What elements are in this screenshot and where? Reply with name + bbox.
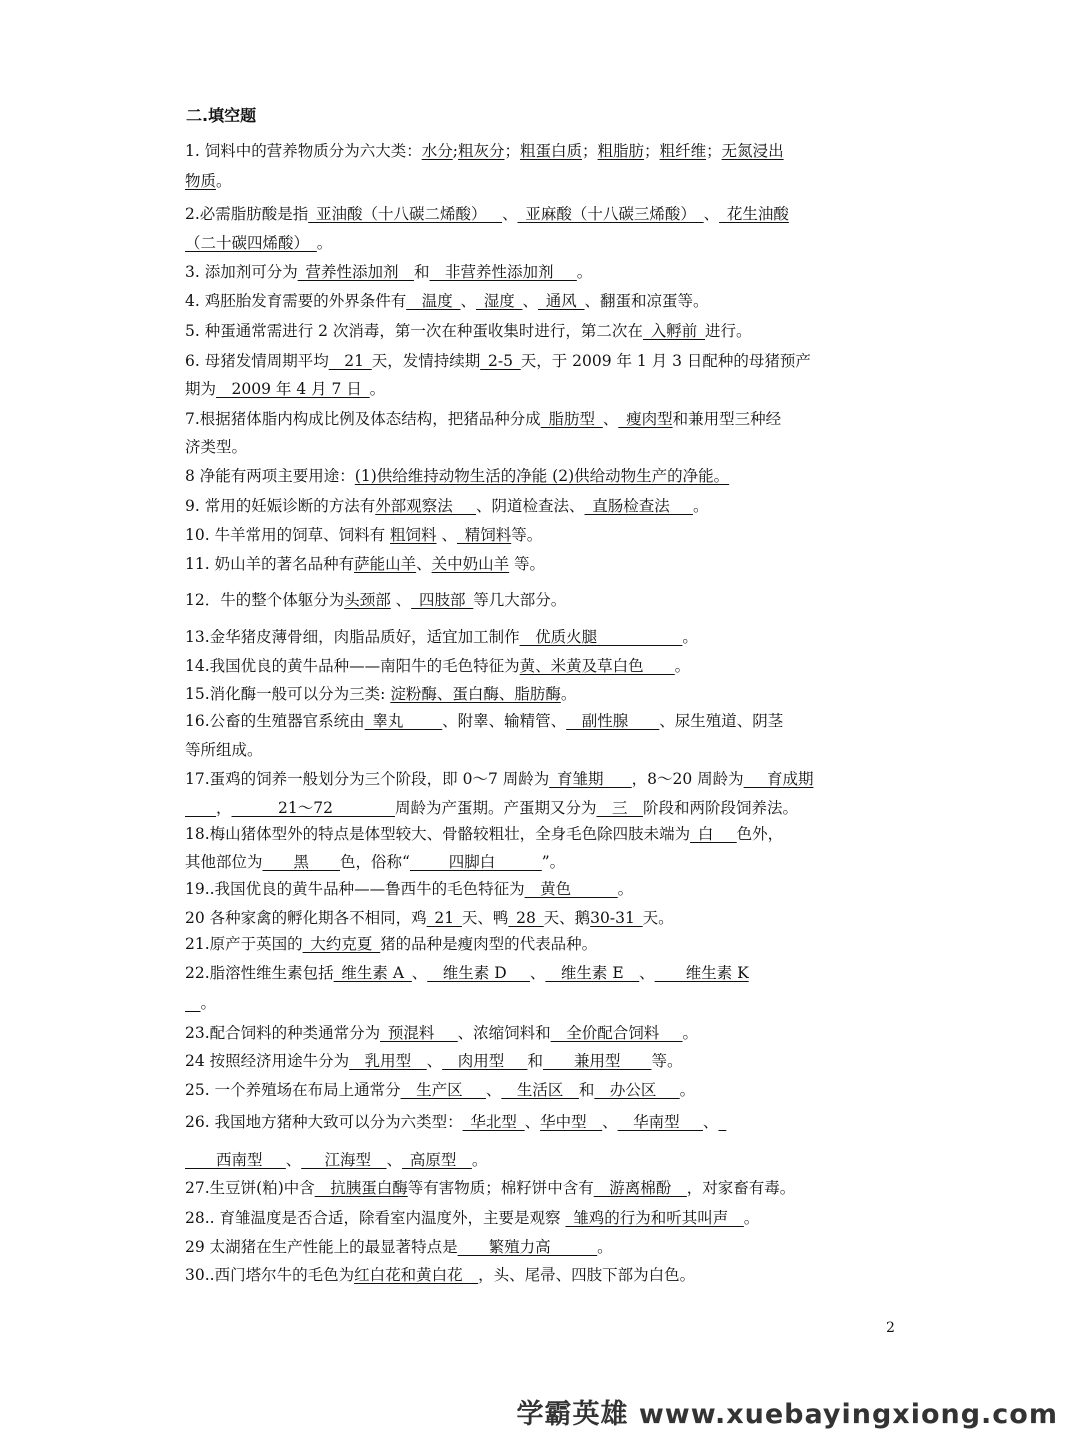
question-text: 。 bbox=[216, 172, 232, 190]
site-watermark: 学霸英雄 www.xuebayingxiong.com bbox=[516, 1399, 1058, 1430]
question-text: 、 bbox=[436, 526, 457, 544]
question-text: 17.蛋鸡的饲养一般划分为三个阶段，即 0～7 周龄为 bbox=[185, 770, 550, 788]
answer-blank: __温度_ bbox=[406, 292, 461, 310]
question-text: 等有害物质；棉籽饼中含有 bbox=[407, 1179, 594, 1197]
question-text: 22.脂溶性维生素包括 bbox=[185, 964, 334, 982]
question-line bbox=[185, 203, 925, 225]
question-line bbox=[185, 1236, 925, 1258]
answer-blank: _育雏期 ___ bbox=[549, 770, 632, 788]
answer-blank: __非营养性添加剂___ bbox=[429, 263, 577, 281]
question-text: 12．牛的整个体躯分为 bbox=[185, 591, 345, 609]
question-text: 5. 种蛋通常需进行 2 次消毒，第一次在种蛋收集时进行，第二次在 bbox=[185, 322, 643, 340]
question-text: 、 bbox=[703, 205, 720, 223]
answer-blank: ____黑____ bbox=[262, 853, 341, 871]
answer-blank: __三__ bbox=[596, 799, 643, 817]
question-text: ； bbox=[504, 142, 520, 160]
question-text: 23.配合饲料的种类通常分为 bbox=[185, 1024, 381, 1042]
question-text: 、 bbox=[386, 1151, 403, 1169]
answer-blank: 外部观察法___ bbox=[375, 497, 476, 515]
answer-blank: __办公区___ bbox=[594, 1081, 680, 1099]
question-line bbox=[185, 320, 925, 342]
question-text: ； bbox=[706, 142, 722, 160]
answer-blank: 粗蛋白质 bbox=[520, 142, 583, 160]
question-line bbox=[185, 350, 925, 372]
question-text: 、浓缩饲料和 bbox=[457, 1024, 551, 1042]
answer-blank: _直肠检查法___ bbox=[584, 497, 694, 515]
question-text: 26. 我国地方猪种大致可以分为六类型： bbox=[185, 1113, 463, 1131]
question-text: 、 bbox=[602, 1113, 618, 1131]
question-line bbox=[185, 524, 925, 546]
answer-blank: 头颈部 bbox=[344, 591, 391, 609]
question-text: 16.公畜的生殖器官系统由 bbox=[185, 712, 365, 730]
answer-blank: _大约克夏_ bbox=[302, 935, 381, 953]
answer-blank: _28_ bbox=[508, 909, 544, 927]
question-text: 、 bbox=[460, 292, 476, 310]
answer-blank: 淀粉酶、蛋白酶、脂肪酶 bbox=[390, 685, 561, 703]
question-line bbox=[185, 589, 925, 611]
question-line bbox=[185, 1079, 925, 1101]
answer-blank: __21_ bbox=[328, 352, 372, 370]
question-text: 天、鹅 bbox=[543, 909, 591, 927]
question-text: 、 bbox=[390, 591, 412, 609]
question-text: 、 bbox=[702, 1113, 719, 1131]
answer-blank: __华南型___ bbox=[617, 1113, 703, 1131]
answer-blank: _花生油酸 bbox=[719, 205, 789, 223]
question-text: 、 bbox=[522, 292, 539, 310]
answer-blank: _脂肪型_ bbox=[540, 410, 603, 428]
question-text: ； bbox=[582, 142, 598, 160]
answer-blank: _ bbox=[718, 1113, 727, 1131]
question-text: 、 bbox=[602, 410, 619, 428]
question-text: 阶段和两阶段饲养法。 bbox=[643, 799, 799, 817]
question-text: 。 bbox=[674, 657, 691, 675]
question-text: 等。 bbox=[509, 555, 546, 573]
answer-blank: _白___ bbox=[690, 825, 737, 843]
question-text: 。 bbox=[560, 685, 577, 703]
answer-blank: __乳用型__ bbox=[349, 1052, 427, 1070]
question-text: 15.消化酶一般可以分为三类: bbox=[185, 685, 391, 703]
question-text: 19..我国优良的黄牛品种——鲁西牛的毛色特征为 bbox=[185, 880, 525, 898]
question-text: 28.. 育雏温度是否合适，除看室内温度外，主要是观察 bbox=[185, 1209, 566, 1227]
answer-blank: 粗饲料 bbox=[390, 526, 437, 544]
question-text: 。 bbox=[617, 880, 634, 898]
question-line bbox=[185, 1111, 925, 1133]
answer-blank: 黄、米黄及草白色____ bbox=[519, 657, 675, 675]
question-line bbox=[185, 290, 925, 312]
question-text: 。 bbox=[316, 234, 333, 252]
question-line bbox=[185, 232, 925, 254]
question-text: 和 bbox=[413, 263, 430, 281]
question-text: 其他部位为 bbox=[185, 853, 263, 871]
question-text: 、 bbox=[502, 205, 518, 223]
question-text: 、 bbox=[426, 1052, 443, 1070]
answer-blank: _入孵前_ bbox=[642, 322, 705, 340]
question-text: 期为 bbox=[185, 380, 217, 398]
question-line bbox=[185, 261, 925, 283]
question-text: ; bbox=[452, 142, 458, 160]
question-line bbox=[185, 140, 925, 162]
question-line bbox=[185, 851, 925, 873]
question-line bbox=[185, 683, 925, 705]
question-text: 、 bbox=[524, 1113, 541, 1131]
question-text: 13.金华猪皮薄骨细，肉脂品质好，适宜加工制作 bbox=[185, 628, 520, 646]
question-text: ，头、尾帚、四肢下部为白色。 bbox=[478, 1266, 696, 1284]
question-line bbox=[185, 465, 925, 487]
question-text: 、翻蛋和凉蛋等。 bbox=[584, 292, 709, 310]
question-text: 和 bbox=[527, 1052, 543, 1070]
question-text: 济类型。 bbox=[185, 438, 248, 456]
question-line bbox=[185, 907, 925, 929]
answer-blank: __优质火腿___________ bbox=[519, 628, 683, 646]
question-text: 27.生豆饼(粕)中含 bbox=[185, 1179, 315, 1197]
answer-blank: 30-31_ bbox=[590, 909, 643, 927]
answer-blank: __副性腺____ bbox=[566, 712, 660, 730]
answer-blank: _睾丸_____ bbox=[364, 712, 443, 730]
question-line bbox=[185, 378, 925, 400]
question-text: 色外， bbox=[736, 825, 784, 843]
answer-blank: ____ bbox=[185, 799, 216, 817]
question-text: 、 bbox=[485, 1081, 502, 1099]
question-text: 25. 一个养殖场在布局上通常分 bbox=[185, 1081, 401, 1099]
question-text: 天，发情持续期 bbox=[371, 352, 481, 370]
answer-blank: __ bbox=[185, 994, 201, 1012]
answer-blank: __维生素 E__ bbox=[545, 964, 640, 982]
question-text: 等几大部分。 bbox=[473, 591, 567, 609]
question-line bbox=[185, 739, 925, 761]
answer-blank: __抗胰蛋白酶 bbox=[314, 1179, 408, 1197]
answer-blank: 粗灰分 bbox=[457, 142, 505, 160]
question-line bbox=[185, 962, 925, 984]
answer-blank: __黄色______ bbox=[524, 880, 618, 898]
question-text: ”。 bbox=[541, 853, 566, 871]
question-text: 。 bbox=[369, 380, 386, 398]
answer-blank: _精饲料 bbox=[456, 526, 512, 544]
answer-blank: ____兼用型____ bbox=[542, 1052, 652, 1070]
question-text: 21.原产于英国的 bbox=[185, 935, 303, 953]
question-text: 4. 鸡胚胎发育需要的外界条件有 bbox=[185, 292, 407, 310]
question-text: 等。 bbox=[651, 1052, 683, 1070]
question-text: 。 bbox=[682, 628, 698, 646]
question-text: 、 bbox=[285, 1151, 302, 1169]
question-text: 。 bbox=[576, 263, 593, 281]
question-text: ； bbox=[644, 142, 660, 160]
answer-blank: 水分 bbox=[421, 142, 453, 160]
answer-blank: （二十碳四烯酸）_ bbox=[185, 234, 317, 252]
question-text: 、 bbox=[529, 964, 546, 982]
question-text: 天、鸭 bbox=[461, 909, 509, 927]
question-line bbox=[185, 878, 925, 900]
answer-blank: 红白花和黄白花__ bbox=[354, 1266, 479, 1284]
question-line bbox=[185, 436, 925, 458]
question-text: 天，于 2009 年 1 月 3 日配种的母猪预产 bbox=[520, 352, 811, 370]
answer-blank: _____四脚白______ bbox=[409, 853, 542, 871]
answer-blank: ____维生素 K bbox=[654, 964, 749, 982]
question-line bbox=[185, 170, 925, 192]
answer-blank: _高原型__ bbox=[402, 1151, 472, 1169]
answer-blank: ____繁殖力高______ bbox=[457, 1238, 598, 1256]
question-text: 、 bbox=[411, 964, 428, 982]
question-text: 1. 饲料中的营养物质分为六大类： bbox=[185, 142, 422, 160]
question-line bbox=[185, 933, 925, 955]
answer-blank: __维生素 D___ bbox=[427, 964, 530, 982]
question-text: 和兼用型三种经 bbox=[672, 410, 782, 428]
question-text: ，8～20 周龄为 bbox=[631, 770, 744, 788]
question-text: 、 bbox=[416, 555, 432, 573]
answer-blank: __生产区___ bbox=[400, 1081, 486, 1099]
answer-blank: _亚麻酸（十八碳三烯酸）_ bbox=[517, 205, 704, 223]
answer-blank: _21_ bbox=[426, 909, 462, 927]
question-text: 。 bbox=[693, 497, 709, 515]
question-line bbox=[185, 495, 925, 517]
answer-blank: __生活区__ bbox=[501, 1081, 579, 1099]
answer-blank: 物质 bbox=[185, 172, 217, 190]
answer-blank: __肉用型___ bbox=[442, 1052, 528, 1070]
answer-blank: 粗纤维 bbox=[659, 142, 707, 160]
answer-blank: __2009 年 4 月 7 日_ bbox=[216, 380, 370, 398]
question-text: 。 bbox=[743, 1209, 760, 1227]
answer-blank: 萨能山羊 bbox=[354, 555, 417, 573]
question-text: 9. 常用的妊娠诊断的方法有 bbox=[185, 497, 376, 515]
question-text: 。 bbox=[200, 994, 217, 1012]
question-text: 。 bbox=[471, 1151, 488, 1169]
question-line bbox=[185, 992, 925, 1014]
answer-blank: 关中奶山羊 bbox=[431, 555, 510, 573]
question-line bbox=[185, 408, 925, 430]
answer-blank: _华北型_ bbox=[462, 1113, 525, 1131]
question-text: 8 净能有两项主要用途： bbox=[185, 467, 355, 485]
question-text: 3. 添加剂可分为 bbox=[185, 263, 298, 281]
question-text: 和 bbox=[578, 1081, 595, 1099]
question-line bbox=[185, 626, 925, 648]
question-line bbox=[185, 1050, 925, 1072]
answer-blank: ___育成期 bbox=[743, 770, 814, 788]
section-title: 二.填空题 bbox=[186, 106, 257, 125]
question-line bbox=[185, 797, 925, 819]
question-text: 7.根据猪体脂内构成比例及体态结构，把猪品种分成 bbox=[185, 410, 541, 428]
answer-blank: ____西南型___ bbox=[185, 1151, 286, 1169]
answer-blank: _营养性添加剂__ bbox=[297, 263, 414, 281]
question-text: 6. 母猪发情周期平均 bbox=[185, 352, 329, 370]
question-line bbox=[185, 768, 925, 790]
answer-blank: ______21～72________ bbox=[231, 799, 395, 817]
question-text: 天。 bbox=[642, 909, 674, 927]
answer-blank: __游离棉酚__ bbox=[593, 1179, 687, 1197]
question-line bbox=[185, 823, 925, 845]
answer-blank: _瘦肉型 bbox=[618, 410, 673, 428]
question-text: 、阴道检查法、 bbox=[475, 497, 585, 515]
question-text: ，对家畜有毒。 bbox=[686, 1179, 796, 1197]
answer-blank: (1)供给维持动物生活的净能 (2)供给动物生产的净能。 bbox=[354, 467, 730, 485]
question-line bbox=[185, 655, 925, 677]
answer-blank: ___江海型__ bbox=[301, 1151, 387, 1169]
answer-blank: _雏鸡的行为和听其叫声__ bbox=[565, 1209, 744, 1227]
page-number: 2 bbox=[886, 1320, 895, 1336]
question-text: 18.梅山猪体型外的特点是体型较大、骨骼较粗壮，全身毛色除四肢未端为 bbox=[185, 825, 691, 843]
question-text: 、尿生殖道、阴茎 bbox=[659, 712, 784, 730]
answer-blank: _四肢部_ bbox=[411, 591, 474, 609]
answer-blank: 粗脂肪 bbox=[597, 142, 645, 160]
answer-blank: __全价配合饲料___ bbox=[550, 1024, 683, 1042]
question-text: 29 太湖猪在生产性能上的最显著特点是 bbox=[185, 1238, 458, 1256]
question-text: 。 bbox=[679, 1081, 696, 1099]
question-line bbox=[185, 1149, 925, 1171]
answer-blank: _预混料___ bbox=[380, 1024, 458, 1042]
question-line bbox=[185, 1264, 925, 1286]
question-text: 进行。 bbox=[704, 322, 752, 340]
question-text: 30..西门塔尔牛的毛色为 bbox=[185, 1266, 355, 1284]
question-text: 等。 bbox=[511, 526, 543, 544]
question-text: 2.必需脂肪酸是指 bbox=[185, 205, 309, 223]
question-line bbox=[185, 710, 925, 732]
question-text: 等所组成。 bbox=[185, 741, 263, 759]
answer-blank: _通风_ bbox=[538, 292, 585, 310]
question-text: 周龄为产蛋期。产蛋期又分为 bbox=[394, 799, 597, 817]
question-text: 猪的品种是瘦肉型的代表品种。 bbox=[380, 935, 598, 953]
question-line bbox=[185, 1207, 925, 1229]
answer-blank: 无氮浸出 bbox=[721, 142, 784, 160]
question-text: 色，俗称“ bbox=[340, 853, 410, 871]
question-text: 。 bbox=[682, 1024, 698, 1042]
question-text: ， bbox=[216, 799, 232, 817]
question-text: 、附睾、输精管、 bbox=[442, 712, 567, 730]
question-text: 、 bbox=[639, 964, 655, 982]
question-text: 20 各种家禽的孵化期各不相同，鸡 bbox=[185, 909, 427, 927]
question-text: 。 bbox=[597, 1238, 613, 1256]
answer-blank: _维生素 A_ bbox=[333, 964, 412, 982]
question-line bbox=[185, 553, 925, 575]
question-line bbox=[185, 1177, 925, 1199]
question-text: 14.我国优良的黄牛品种——南阳牛的毛色特征为 bbox=[185, 657, 520, 675]
question-text: 24 按照经济用途牛分为 bbox=[185, 1052, 350, 1070]
answer-blank: _湿度_ bbox=[476, 292, 523, 310]
answer-blank: _亚油酸（十八碳二烯酸）__ bbox=[308, 205, 503, 223]
question-text: 10. 牛羊常用的饲草、饲料有 bbox=[185, 526, 391, 544]
question-line bbox=[185, 1022, 925, 1044]
answer-blank: _2-5_ bbox=[480, 352, 521, 370]
question-text: 11. 奶山羊的著名品种有 bbox=[185, 555, 355, 573]
answer-blank: 华中型__ bbox=[540, 1113, 603, 1131]
